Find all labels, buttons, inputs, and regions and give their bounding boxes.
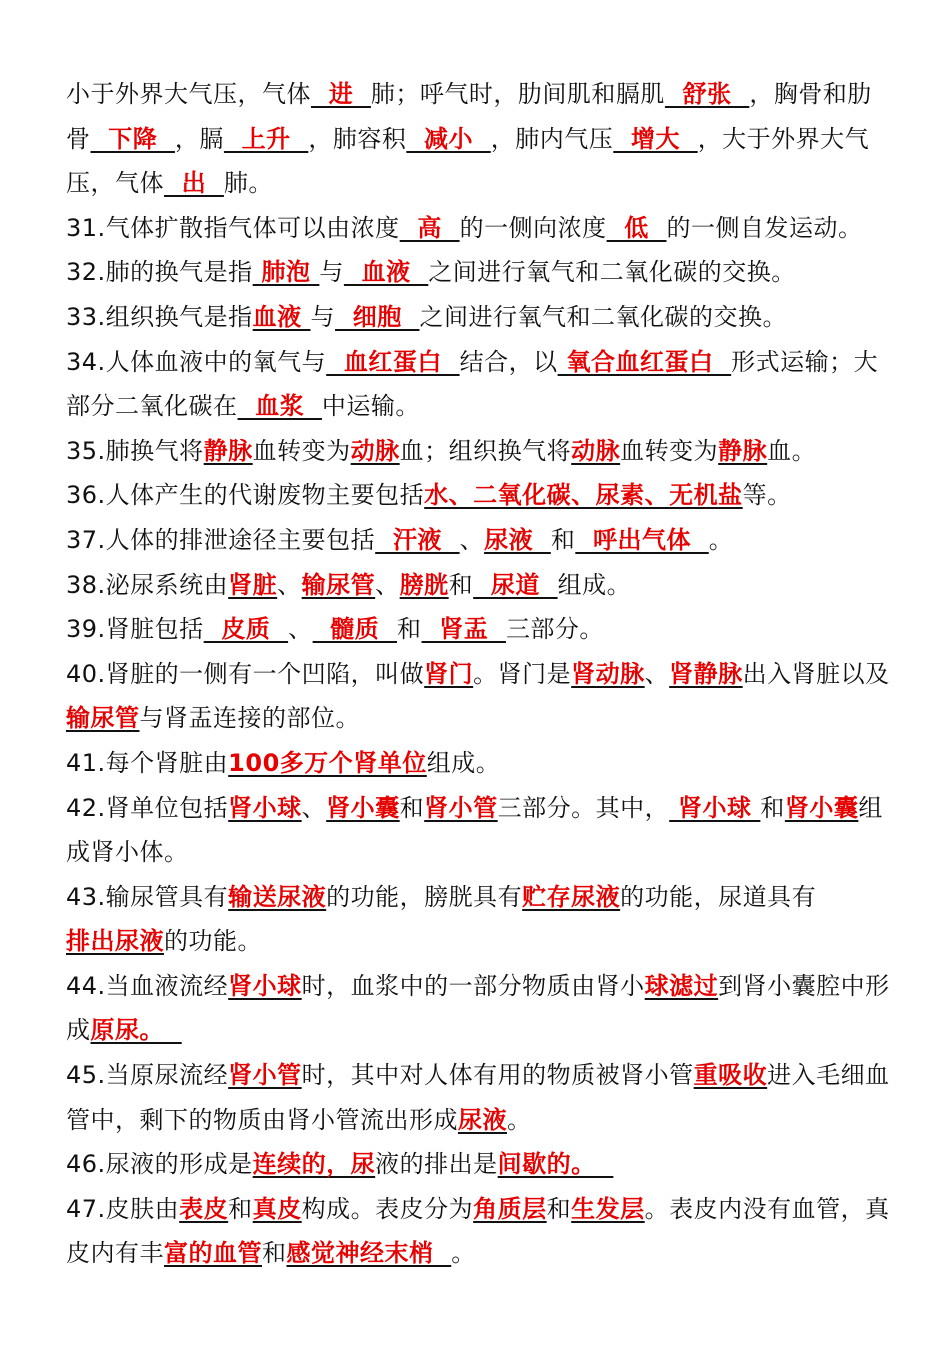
question-item — [66, 652, 890, 741]
question-text: 。肾门是 — [473, 659, 572, 688]
question-list — [66, 72, 890, 1276]
question-item — [66, 875, 890, 964]
answer-blank: 角质层 — [473, 1194, 547, 1223]
question-text: 33.组织换气是指 — [66, 302, 253, 331]
question-item — [66, 206, 890, 251]
answer-blank: 细胞 — [335, 302, 420, 331]
question-text: 34.人体血液中的氧气与 — [66, 347, 327, 376]
question-text: 39.肾脏包括 — [66, 615, 204, 644]
answer-blank: 表皮 — [179, 1194, 229, 1223]
answer-blank: 肾小球 — [228, 971, 302, 1000]
answer-blank: 水、二氧化碳、尿素、无机盐 — [424, 481, 743, 510]
answer-blank: 输尿管 — [301, 570, 376, 599]
answer-blank: 血浆 — [237, 392, 322, 421]
question-item — [66, 1187, 890, 1276]
answer-blank: 输送尿液 — [228, 882, 327, 911]
answer-blank: 连续的，尿 — [252, 1150, 376, 1179]
question-text: 血转变为 — [252, 436, 351, 465]
question-text: 36.人体产生的代谢废物主要包括 — [66, 481, 425, 510]
answer-blank: 髓质 — [312, 615, 398, 644]
answer-blank: 动脉 — [350, 436, 400, 465]
question-text: 结合，以 — [459, 347, 558, 376]
answer-blank: 肺泡 — [252, 258, 320, 287]
answer-blank: 原尿。 — [90, 1016, 182, 1045]
question-text: 32.肺的换气是指 — [66, 258, 253, 287]
question-text: 等。 — [742, 481, 792, 510]
answer-blank: 呼出气体 — [575, 525, 709, 554]
question-text: 。 — [708, 525, 734, 554]
question-text: 液的排出是 — [375, 1150, 498, 1179]
answer-blank: 肾小囊 — [784, 793, 859, 822]
question-text: 小于外界大气压，气体 — [66, 80, 311, 108]
question-text: 的功能。 — [164, 927, 262, 956]
question-text: ，肺容积 — [308, 124, 407, 153]
question-text: 肺。 — [223, 169, 273, 198]
question-text: 38.泌尿系统由 — [66, 570, 229, 599]
question-text: 、 — [375, 570, 400, 599]
answer-blank: 增大 — [613, 124, 698, 153]
question-text: 之间进行氧气和二氧化碳的交换。 — [419, 302, 787, 331]
question-text: 、 — [644, 659, 670, 688]
answer-blank: 肾小管 — [228, 1061, 302, 1090]
answer-blank: 贮存尿液 — [522, 882, 621, 911]
question-text: 组成。 — [557, 570, 632, 599]
answer-blank: 肾静脉 — [669, 659, 743, 688]
question-text: 三部分。 — [505, 615, 604, 644]
answer-blank: 舒张 — [664, 80, 750, 108]
answer-blank: 肾小球 — [228, 793, 302, 822]
answer-blank: 球滤过 — [644, 971, 719, 1000]
answer-blank: 重吸收 — [693, 1061, 768, 1090]
answer-blank: 低 — [606, 213, 667, 242]
question-text: 时，其中对人体有用的物质被肾小管 — [301, 1061, 694, 1090]
answer-blank: 皮质 — [203, 615, 289, 644]
question-text: 和 — [448, 570, 474, 599]
question-text: 。表皮内没有血管，真皮内有丰 — [66, 1194, 890, 1268]
question-item — [66, 429, 890, 474]
answer-blank: 感觉神经末梢 — [286, 1239, 452, 1268]
answer-blank: 肾小囊 — [326, 793, 400, 822]
question-text: 血；组织换气将 — [399, 436, 572, 465]
question-text: 的一侧自发运动。 — [666, 213, 863, 242]
answer-blank: 输尿管 — [66, 704, 140, 733]
question-text: 和 — [262, 1239, 287, 1268]
question-text: 中运输。 — [321, 392, 420, 421]
question-text: 44.当血液流经 — [66, 971, 229, 1000]
answer-blank: 排出尿液 — [66, 927, 164, 956]
question-text: 、 — [277, 570, 302, 599]
question-text: 三部分。其中， — [497, 793, 670, 822]
question-text: 组成肾小体。 — [66, 793, 883, 867]
question-text: ，肺内气压 — [490, 124, 614, 153]
question-text: ，胸骨和肋骨 — [66, 80, 872, 153]
question-item — [66, 786, 890, 875]
answer-blank: 进 — [311, 80, 371, 108]
answer-blank: 生发层 — [571, 1194, 645, 1223]
question-text: 45.当原尿流经 — [66, 1061, 229, 1090]
question-text: 组成。 — [426, 748, 501, 777]
question-text: 与 — [319, 258, 344, 287]
question-text: 和 — [399, 793, 425, 822]
question-text: 41.每个肾脏由 — [66, 748, 229, 777]
question-text: 47.皮肤由 — [66, 1194, 180, 1223]
question-item — [66, 295, 890, 340]
answer-blank: 高 — [399, 213, 460, 242]
question-text: 的一侧向浓度 — [459, 213, 607, 242]
question-text: 和 — [397, 615, 422, 644]
answer-blank: 肾盂 — [421, 615, 506, 644]
answer-blank: 肾门 — [424, 659, 474, 688]
question-item — [66, 1053, 890, 1142]
question-text: 的功能，膀胱具有 — [326, 882, 523, 911]
question-text: 46.尿液的形成是 — [66, 1150, 253, 1179]
continued-paragraph — [66, 72, 890, 206]
question-item — [66, 250, 890, 295]
question-text: 37.人体的排泄途径主要包括 — [66, 525, 376, 554]
answer-blank: 尿液 — [484, 525, 551, 554]
answer-blank: 汗液 — [375, 525, 460, 554]
answer-blank: 100多万个肾单位 — [228, 748, 427, 777]
question-text: 进入毛细血管中，剩下的物质由肾小管流出形成 — [66, 1061, 890, 1134]
question-text: 和 — [550, 525, 576, 554]
question-text: ，大于外界大气压，气体 — [66, 124, 870, 198]
question-item — [66, 607, 890, 652]
answer-blank: 动脉 — [571, 436, 621, 465]
question-text: 35.肺换气将 — [66, 436, 204, 465]
question-text: 和 — [546, 1194, 572, 1223]
answer-blank: 富的血管 — [164, 1239, 262, 1268]
answer-blank: 真皮 — [252, 1194, 302, 1223]
question-item — [66, 340, 890, 429]
question-text: 之间进行氧气和二氧化碳的交换。 — [428, 258, 796, 287]
answer-blank: 血液 — [343, 258, 429, 287]
answer-blank: 上升 — [223, 124, 309, 153]
question-text: 形式运输；大部分二氧化碳在 — [66, 347, 879, 421]
answer-blank: 血液 — [252, 302, 311, 331]
question-text: 血转变为 — [620, 436, 719, 465]
question-item — [66, 473, 890, 518]
question-text: 40.肾脏的一侧有一个凹陷，叫做 — [66, 659, 425, 688]
question-text: 42.肾单位包括 — [66, 793, 229, 822]
question-text: 和 — [760, 793, 785, 822]
question-text: 。 — [451, 1239, 476, 1268]
answer-blank: 血红蛋白 — [326, 347, 460, 376]
question-text: 到肾小囊腔中形成 — [66, 971, 890, 1045]
question-text: 时，血浆中的一部分物质由肾小 — [301, 971, 645, 1000]
question-text: ，膈 — [174, 124, 224, 153]
answer-blank: 肾脏 — [228, 570, 278, 599]
question-item — [66, 563, 890, 608]
answer-blank: 尿道 — [473, 570, 558, 599]
question-text: 31.气体扩散指气体可以由浓度 — [66, 213, 400, 242]
question-text: 血。 — [767, 436, 817, 465]
answer-blank: 减小 — [406, 124, 491, 153]
answer-blank: 尿液 — [458, 1105, 507, 1134]
answer-blank: 肾小球 — [669, 793, 761, 822]
question-item — [66, 964, 890, 1053]
answer-blank: 膀胱 — [399, 570, 449, 599]
question-text: 43.输尿管具有 — [66, 882, 229, 911]
question-text: 、 — [459, 525, 485, 554]
question-text: 构成。表皮分为 — [301, 1194, 474, 1223]
answer-blank: 氧合血红蛋白 — [557, 347, 732, 376]
question-text: 、 — [301, 793, 327, 822]
question-text: 、 — [288, 615, 313, 644]
answer-blank: 出 — [164, 169, 224, 198]
question-item — [66, 741, 890, 786]
answer-blank: 间歇的。 — [497, 1150, 614, 1179]
answer-blank: 静脉 — [718, 436, 768, 465]
answer-blank: 静脉 — [203, 436, 253, 465]
question-text: 肺；呼气时，肋间肌和膈肌 — [370, 80, 665, 108]
question-text: 与肾盂连接的部位。 — [139, 704, 360, 733]
answer-blank: 肾小管 — [424, 793, 498, 822]
question-item — [66, 518, 890, 563]
question-text: 出入肾脏以及 — [742, 659, 890, 688]
question-text: 和 — [228, 1194, 253, 1223]
question-text: 。 — [507, 1105, 532, 1134]
question-text: 的功能，尿道具有 — [620, 882, 817, 911]
question-text: 与 — [310, 302, 336, 331]
answer-blank: 肾动脉 — [571, 659, 645, 688]
answer-blank: 下降 — [90, 124, 175, 153]
question-item — [66, 1142, 890, 1187]
